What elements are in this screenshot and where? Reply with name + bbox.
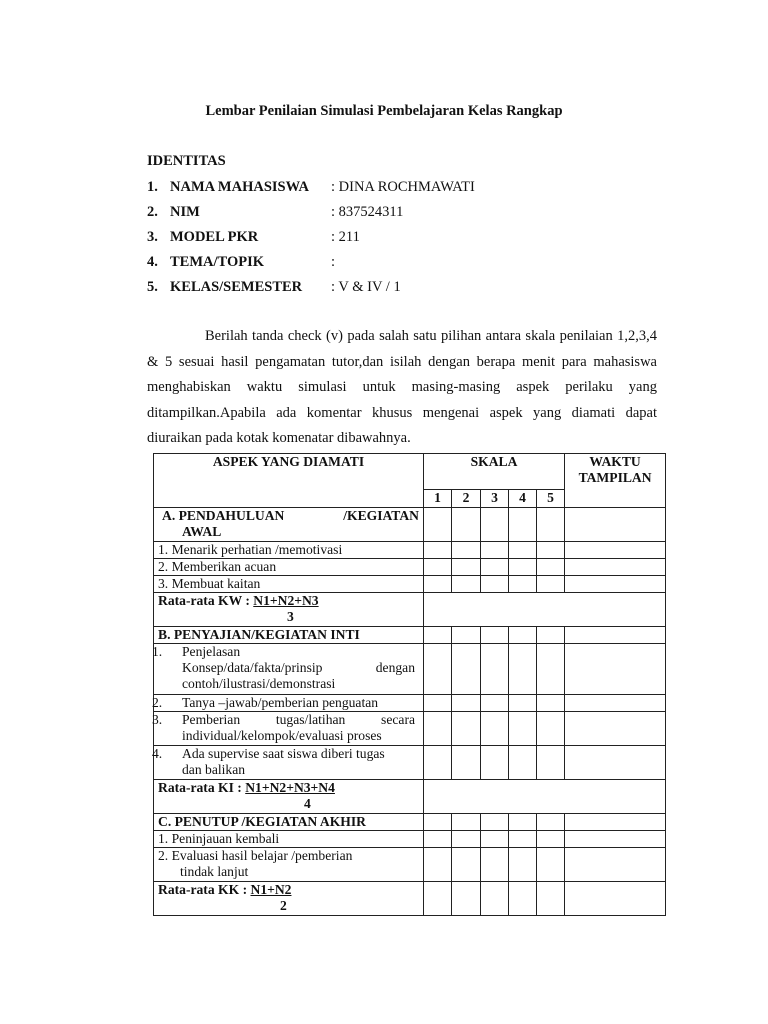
identity-value: : 837524311 xyxy=(331,204,404,220)
scale-cell[interactable] xyxy=(452,831,481,848)
scale-cell[interactable] xyxy=(509,627,537,644)
aspect-item xyxy=(154,712,424,746)
scale-cell[interactable] xyxy=(509,746,537,780)
average-ki xyxy=(154,780,424,814)
item-line: contoh/ilustrasi/demonstrasi xyxy=(182,675,336,691)
aspect-item: 1. Menarik perhatian /memotivasi xyxy=(154,542,424,559)
scale-cell[interactable] xyxy=(509,848,537,882)
item-num: 1. xyxy=(152,644,163,659)
scale-cell[interactable] xyxy=(509,644,537,695)
average-kw-numerator: N1+N2+N3 xyxy=(253,593,319,608)
identity-label: KELAS/SEMESTER xyxy=(170,279,303,295)
identity-value: : 211 xyxy=(331,229,360,245)
item-line: dan balikan xyxy=(182,761,246,777)
section-c-title: C. PENUTUP /KEGIATAN AKHIR xyxy=(154,814,424,831)
item-num: 3. xyxy=(152,712,163,727)
scale-cell[interactable] xyxy=(481,576,509,593)
average-row xyxy=(154,780,666,814)
average-kk-denominator: 2 xyxy=(280,897,287,913)
scale-cell[interactable] xyxy=(509,508,537,542)
time-cell[interactable] xyxy=(565,712,666,746)
aspect-item xyxy=(154,848,424,882)
scale-cell[interactable] xyxy=(537,831,565,848)
section-a-title-part1: A. PENDAHULUAN xyxy=(162,508,285,523)
scale-cell[interactable] xyxy=(424,746,452,780)
time-cell[interactable] xyxy=(565,814,666,831)
aspect-item: 1. Peninjauan kembali xyxy=(154,831,424,848)
scale-cell[interactable] xyxy=(481,508,509,542)
scale-col-3: 3 xyxy=(481,490,509,508)
table-row xyxy=(154,814,666,831)
scale-cell[interactable] xyxy=(424,831,452,848)
item-line: tugas/latihan xyxy=(275,712,346,727)
identity-value: : DINA ROCHMAWATI xyxy=(331,179,475,195)
instructions-paragraph xyxy=(147,324,657,452)
item-line: Ada supervise saat siswa diberi tugas xyxy=(182,746,385,761)
identity-label: NIM xyxy=(170,204,200,220)
scale-cell[interactable] xyxy=(424,508,452,542)
scale-cell[interactable] xyxy=(509,712,537,746)
scale-col-4: 4 xyxy=(509,490,537,508)
time-cell[interactable] xyxy=(565,695,666,712)
section-a-title-line2: AWAL xyxy=(182,523,222,539)
item-line: Konsep/data/fakta/prinsip xyxy=(182,659,323,675)
table-row xyxy=(154,627,666,644)
time-cell[interactable] xyxy=(565,542,666,559)
table-row xyxy=(154,712,666,746)
section-b-title: B. PENYAJIAN/KEGIATAN INTI xyxy=(154,627,424,644)
scale-col-2: 2 xyxy=(452,490,481,508)
item-line: Tanya –jawab/pemberian penguatan xyxy=(182,695,379,710)
average-kw-value[interactable] xyxy=(424,593,666,627)
item-num: 2. xyxy=(152,695,163,710)
item-num: 4. xyxy=(152,746,163,761)
time-cell[interactable] xyxy=(565,559,666,576)
time-cell[interactable] xyxy=(565,882,666,916)
scale-cell[interactable] xyxy=(452,627,481,644)
scale-cell[interactable] xyxy=(481,627,509,644)
item-line: individual/kelompok/evaluasi proses xyxy=(182,727,382,743)
identity-label: NAMA MAHASISWA xyxy=(170,179,309,195)
scale-cell[interactable] xyxy=(424,542,452,559)
identity-label: TEMA/TOPIK xyxy=(170,254,264,270)
aspect-item xyxy=(154,746,424,780)
scale-cell[interactable] xyxy=(452,882,481,916)
instructions-line: ditampilkan.Apabila ada komentar khusus mengenai aspek yang diamati dapat xyxy=(147,404,657,421)
scale-cell[interactable] xyxy=(537,746,565,780)
scale-cell[interactable] xyxy=(537,576,565,593)
scale-cell[interactable] xyxy=(424,712,452,746)
identity-value: : V & IV / 1 xyxy=(331,279,401,295)
identity-num: 1. xyxy=(147,179,158,195)
scale-cell[interactable] xyxy=(452,508,481,542)
average-ki-denominator: 4 xyxy=(304,795,311,811)
scale-col-1: 1 xyxy=(424,490,452,508)
aspect-item xyxy=(154,695,424,712)
scale-cell[interactable] xyxy=(452,559,481,576)
scale-cell[interactable] xyxy=(537,508,565,542)
scale-cell[interactable] xyxy=(537,695,565,712)
scale-cell[interactable] xyxy=(452,814,481,831)
time-cell[interactable] xyxy=(565,831,666,848)
scale-cell[interactable] xyxy=(452,695,481,712)
identity-num: 3. xyxy=(147,229,158,245)
time-cell[interactable] xyxy=(565,508,666,542)
time-header-line1: WAKTU xyxy=(589,454,641,469)
aspect-item: 3. Membuat kaitan xyxy=(154,576,424,593)
time-cell[interactable] xyxy=(565,576,666,593)
scale-cell[interactable] xyxy=(424,576,452,593)
average-kk-label: Rata-rata KK : xyxy=(158,882,251,897)
section-a-title-part2: /KEGIATAN xyxy=(343,508,419,523)
average-kk-numerator: N1+N2 xyxy=(250,882,292,897)
scale-col-5: 5 xyxy=(537,490,565,508)
time-cell[interactable] xyxy=(565,627,666,644)
average-kw-denominator: 3 xyxy=(287,608,294,624)
item-line: Pemberian xyxy=(182,712,241,727)
scale-cell[interactable] xyxy=(537,542,565,559)
scale-cell[interactable] xyxy=(481,814,509,831)
average-row xyxy=(154,882,666,916)
scale-cell[interactable] xyxy=(481,542,509,559)
scale-cell[interactable] xyxy=(424,644,452,695)
average-row xyxy=(154,593,666,627)
average-kk xyxy=(154,882,424,916)
table-row xyxy=(154,576,666,593)
section-a-title xyxy=(154,508,424,542)
table-row xyxy=(154,559,666,576)
table-row xyxy=(154,542,666,559)
time-cell[interactable] xyxy=(565,746,666,780)
time-cell[interactable] xyxy=(565,848,666,882)
scale-cell[interactable] xyxy=(481,559,509,576)
scale-cell[interactable] xyxy=(537,644,565,695)
scale-cell[interactable] xyxy=(424,627,452,644)
time-header-line2: TAMPILAN xyxy=(578,469,652,485)
instructions-line: Berilah tanda check (v) pada salah satu pilihan antara skala penilaian 1,2,3,4 xyxy=(205,328,657,344)
item-line: 2. Evaluasi hasil belajar /pemberian xyxy=(158,848,353,863)
average-kw-label: Rata-rata KW : xyxy=(158,593,254,608)
scale-cell[interactable] xyxy=(424,848,452,882)
assessment-table xyxy=(153,453,666,916)
scale-cell[interactable] xyxy=(537,627,565,644)
average-ki-numerator: N1+N2+N3+N4 xyxy=(245,780,335,795)
identity-value: : xyxy=(331,254,336,270)
scale-cell[interactable] xyxy=(481,695,509,712)
scale-cell[interactable] xyxy=(481,882,509,916)
scale-cell[interactable] xyxy=(452,848,481,882)
scale-cell[interactable] xyxy=(481,848,509,882)
average-ki-label: Rata-rata KI : xyxy=(158,780,246,795)
time-header xyxy=(565,454,666,508)
identity-label: MODEL PKR xyxy=(170,229,259,245)
scale-cell[interactable] xyxy=(509,695,537,712)
scale-cell[interactable] xyxy=(424,559,452,576)
item-line: secara xyxy=(381,712,415,727)
scale-cell[interactable] xyxy=(424,882,452,916)
scale-cell[interactable] xyxy=(481,746,509,780)
item-line: dengan xyxy=(375,659,415,675)
item-line: tindak lanjut xyxy=(180,863,249,879)
scale-cell[interactable] xyxy=(424,695,452,712)
scale-cell[interactable] xyxy=(424,814,452,831)
item-line: Penjelasan xyxy=(182,644,241,659)
page-title: Lembar Penilaian Simulasi Pembelajaran Kelas Rangkap xyxy=(205,103,563,119)
scale-cell[interactable] xyxy=(537,814,565,831)
average-kw xyxy=(154,593,424,627)
scale-cell[interactable] xyxy=(509,559,537,576)
table-row xyxy=(154,695,666,712)
scale-cell[interactable] xyxy=(452,644,481,695)
scale-cell[interactable] xyxy=(509,576,537,593)
scale-cell[interactable] xyxy=(509,814,537,831)
scale-cell[interactable] xyxy=(537,712,565,746)
identity-heading: IDENTITAS xyxy=(147,153,226,169)
aspect-header: ASPEK YANG DIAMATI xyxy=(154,454,424,508)
scale-cell[interactable] xyxy=(509,542,537,559)
scale-cell[interactable] xyxy=(452,712,481,746)
aspect-item xyxy=(154,644,424,695)
table-row xyxy=(154,848,666,882)
scale-cell[interactable] xyxy=(452,542,481,559)
average-ki-value[interactable] xyxy=(424,780,666,814)
scale-cell[interactable] xyxy=(481,712,509,746)
identity-num: 5. xyxy=(147,279,158,295)
scale-cell[interactable] xyxy=(509,882,537,916)
scale-cell[interactable] xyxy=(537,848,565,882)
instructions-line: menghabiskan waktu simulasi untuk masing-masing aspek perilaku yang xyxy=(147,379,657,396)
table-row xyxy=(154,644,666,695)
table-row xyxy=(154,746,666,780)
identity-num: 2. xyxy=(147,204,158,220)
scale-header: SKALA xyxy=(424,454,565,490)
instructions-line: diuraikan pada kotak komenatar dibawahnya. xyxy=(147,430,411,447)
scale-cell[interactable] xyxy=(509,831,537,848)
scale-cell[interactable] xyxy=(452,576,481,593)
table-row xyxy=(154,831,666,848)
instructions-line: & 5 sesuai hasil pengamatan tutor,dan isilah dengan berapa menit para mahasiswa xyxy=(147,353,657,370)
identity-num: 4. xyxy=(147,254,158,270)
scale-cell[interactable] xyxy=(481,644,509,695)
header-row xyxy=(154,454,666,490)
scale-cell[interactable] xyxy=(452,746,481,780)
table-row xyxy=(154,508,666,542)
scale-cell[interactable] xyxy=(537,882,565,916)
scale-cell[interactable] xyxy=(481,831,509,848)
time-cell[interactable] xyxy=(565,644,666,695)
scale-cell[interactable] xyxy=(537,559,565,576)
aspect-item: 2. Memberikan acuan xyxy=(154,559,424,576)
